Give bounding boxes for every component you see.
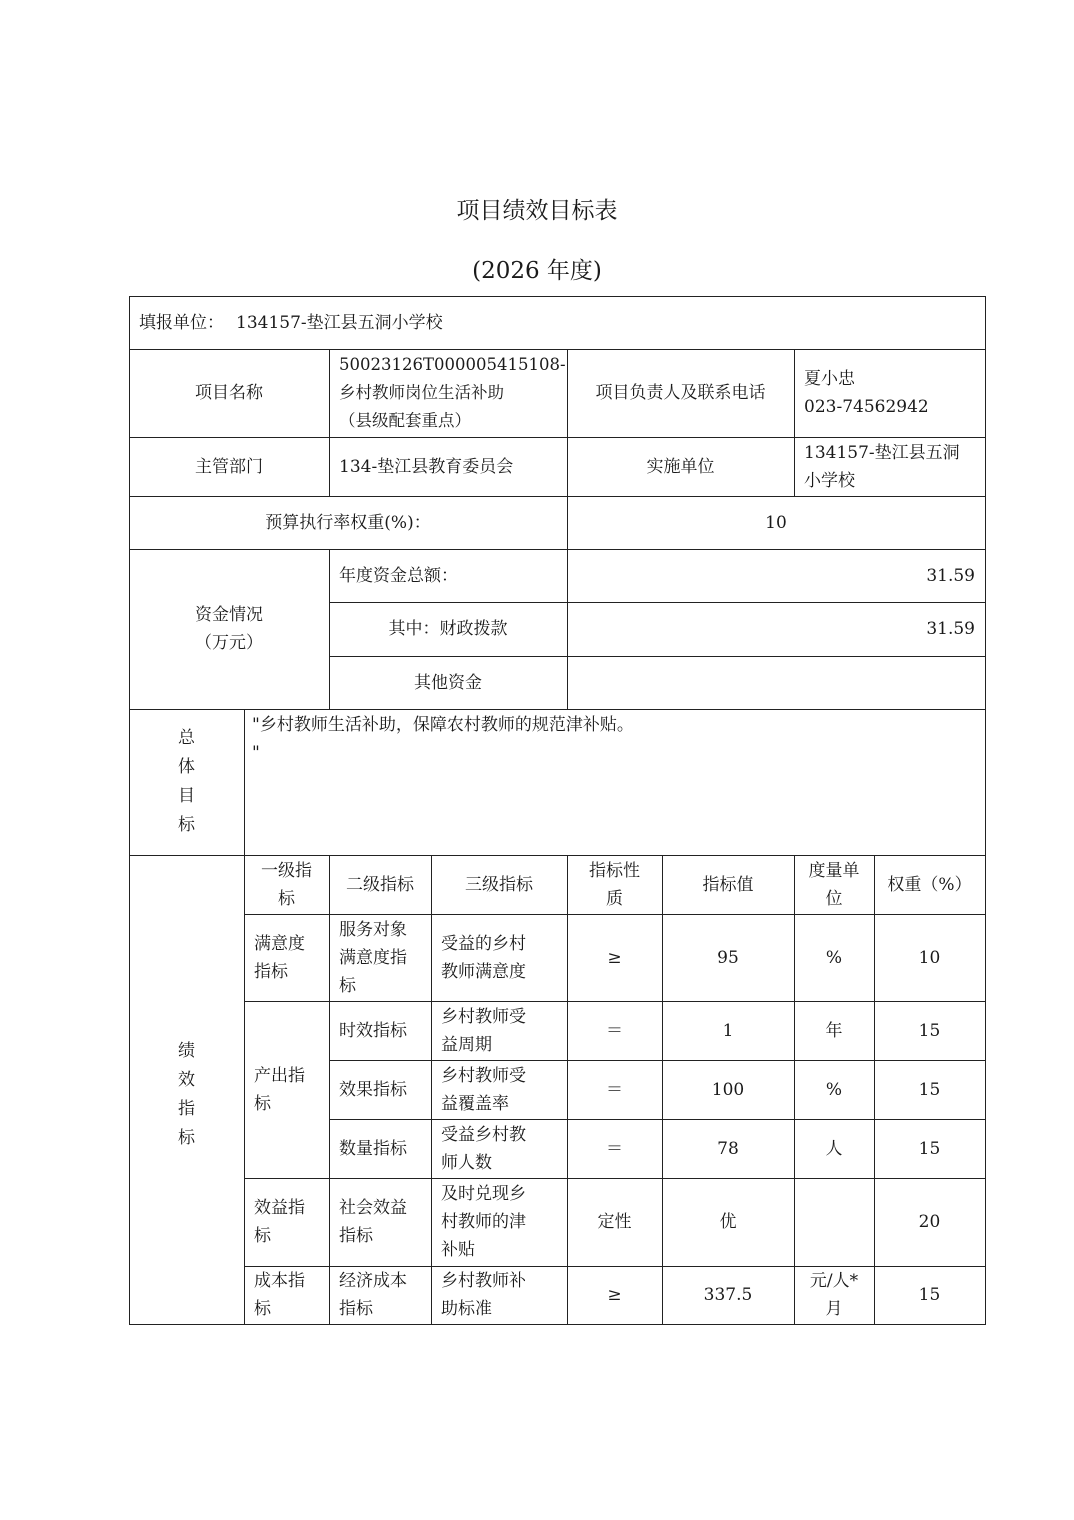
goal-char: 体 bbox=[178, 757, 195, 777]
grid-line bbox=[329, 349, 330, 497]
indicator-nature: ＝ bbox=[606, 1020, 623, 1041]
indicator-unit: 年 bbox=[825, 1020, 843, 1041]
total-funds-label: 年度资金总额： bbox=[339, 565, 458, 586]
indicator-level2: 效果指标 bbox=[339, 1079, 407, 1100]
dept-label: 主管部门 bbox=[195, 456, 263, 477]
indicator-value: 优 bbox=[719, 1212, 737, 1232]
indicators-label bbox=[129, 855, 244, 1324]
indicator-level2: 社会效益 指标 bbox=[339, 1198, 407, 1246]
impl-unit-value: 134157-垫江县五洞 小学校 bbox=[804, 442, 960, 491]
grid-line bbox=[329, 1119, 986, 1120]
fiscal-funds-label: 其中：财政拨款 bbox=[388, 619, 508, 639]
grid-line bbox=[244, 709, 245, 1325]
indicator-level2: 时效指标 bbox=[339, 1020, 407, 1041]
grid-line bbox=[129, 349, 986, 350]
indicator-value: 100 bbox=[711, 1079, 745, 1100]
indicator-nature: ＝ bbox=[606, 1138, 623, 1159]
grid-line bbox=[662, 855, 663, 1325]
indicator-unit: % bbox=[825, 947, 843, 968]
grid-line bbox=[329, 656, 986, 657]
grid-line bbox=[567, 855, 568, 1325]
header-weight: 权重（%） bbox=[887, 874, 972, 895]
indicator-level3: 乡村教师补 助标准 bbox=[441, 1271, 526, 1319]
level1-satisfaction: 满意度 指标 bbox=[254, 933, 305, 982]
indicator-nature: 定性 bbox=[597, 1212, 632, 1232]
indicator-level2: 数量指标 bbox=[339, 1138, 407, 1159]
indicator-weight: 10 bbox=[918, 947, 941, 968]
level1-output: 产出指 标 bbox=[254, 1065, 305, 1114]
reporting-unit-row bbox=[129, 296, 985, 349]
header-level1: 一级指 标 bbox=[261, 860, 312, 909]
indicator-weight: 20 bbox=[918, 1212, 941, 1232]
reporting-unit-label: 填报单位： bbox=[139, 312, 224, 333]
indicator-unit: 人 bbox=[825, 1138, 843, 1159]
indicator-char: 标 bbox=[178, 1127, 195, 1148]
grid-line bbox=[794, 855, 795, 1325]
indicator-weight: 15 bbox=[918, 1285, 941, 1305]
indicator-char: 效 bbox=[178, 1069, 195, 1090]
indicator-level3: 乡村教师受 益覆盖率 bbox=[441, 1065, 526, 1114]
indicator-weight: 15 bbox=[918, 1020, 941, 1041]
grid-line bbox=[874, 855, 875, 1325]
contact-value: 夏小忠 023-74562942 bbox=[804, 369, 929, 417]
document-title: 项目绩效目标表 bbox=[456, 198, 618, 224]
goal-char: 目 bbox=[178, 786, 195, 806]
other-funds-label: 其他资金 bbox=[414, 672, 482, 693]
indicator-weight: 15 bbox=[918, 1079, 941, 1100]
document-subtitle: (2026 年度) bbox=[472, 258, 602, 284]
grid-line bbox=[129, 549, 986, 550]
grid-line bbox=[129, 296, 986, 297]
impl-unit-label: 实施单位 bbox=[646, 456, 715, 477]
goal-char: 总 bbox=[178, 728, 195, 748]
indicator-level3: 及时兑现乡 村教师的津 补贴 bbox=[441, 1184, 526, 1260]
header-value: 指标值 bbox=[702, 874, 754, 895]
grid-line bbox=[329, 549, 330, 710]
indicator-level3: 受益乡村教 师人数 bbox=[441, 1124, 526, 1173]
indicator-level3: 乡村教师受 益周期 bbox=[441, 1006, 526, 1055]
fiscal-funds-value: 31.59 bbox=[926, 619, 975, 639]
budget-weight-value: 10 bbox=[765, 512, 787, 533]
grid-line bbox=[431, 855, 432, 1325]
level1-benefit: 效益指 标 bbox=[254, 1198, 305, 1246]
total-funds-value: 31.59 bbox=[926, 565, 975, 586]
header-level3: 三级指标 bbox=[465, 874, 533, 895]
grid-line bbox=[329, 855, 330, 1325]
grid-line bbox=[794, 349, 795, 497]
overall-goal-text: "乡村教师生活补助，保障农村教师的规范津补贴。 " bbox=[252, 715, 634, 763]
grid-line bbox=[985, 296, 986, 1325]
indicator-weight: 15 bbox=[918, 1138, 941, 1159]
indicator-unit bbox=[794, 1178, 874, 1266]
indicator-level3: 受益的乡村 教师满意度 bbox=[441, 933, 526, 982]
grid-line bbox=[129, 437, 986, 438]
header-unit: 度量单 位 bbox=[808, 860, 860, 909]
grid-line bbox=[129, 1324, 986, 1325]
indicator-value: 1 bbox=[722, 1020, 734, 1041]
goal-char: 标 bbox=[178, 815, 195, 835]
indicator-nature: ＝ bbox=[606, 1079, 623, 1100]
grid-line bbox=[129, 855, 986, 856]
indicator-nature: ≥ bbox=[607, 947, 622, 968]
indicator-char: 绩 bbox=[178, 1040, 195, 1061]
funds-label: 资金情况 （万元） bbox=[195, 605, 263, 653]
header-nature: 指标性 质 bbox=[589, 860, 640, 909]
reporting-unit-value: 134157-垫江县五洞小学校 bbox=[236, 312, 443, 333]
grid-line bbox=[129, 709, 986, 710]
overall-goal-label bbox=[129, 709, 244, 855]
level1-cost: 成本指 标 bbox=[254, 1271, 305, 1319]
indicator-nature: ≥ bbox=[607, 1285, 622, 1305]
indicator-level2: 服务对象 满意度指 标 bbox=[339, 919, 407, 996]
contact-label: 项目负责人及联系电话 bbox=[595, 383, 766, 403]
indicator-value: 78 bbox=[717, 1138, 739, 1159]
indicator-unit: 元/人* 月 bbox=[809, 1271, 859, 1319]
grid-line bbox=[329, 602, 986, 603]
header-level2: 二级指标 bbox=[346, 874, 414, 895]
grid-line bbox=[129, 296, 130, 1325]
indicator-char: 指 bbox=[178, 1098, 195, 1119]
indicator-value: 337.5 bbox=[703, 1285, 753, 1305]
budget-weight-label: 预算执行率权重(%)： bbox=[265, 512, 431, 533]
indicator-unit: % bbox=[825, 1079, 843, 1100]
grid-line bbox=[129, 496, 986, 497]
indicator-value: 95 bbox=[717, 947, 739, 968]
dept-value: 134-垫江县教育委员会 bbox=[339, 456, 514, 477]
grid-line bbox=[567, 349, 568, 497]
grid-line bbox=[567, 496, 568, 710]
project-name-value: 50023126T000005415108- 乡村教师岗位生活补助 （县级配套重点） bbox=[339, 355, 566, 430]
indicator-level2: 经济成本 指标 bbox=[339, 1271, 407, 1319]
project-name-label: 项目名称 bbox=[195, 383, 263, 403]
grid-line bbox=[329, 1060, 986, 1061]
other-funds-value bbox=[567, 656, 985, 709]
